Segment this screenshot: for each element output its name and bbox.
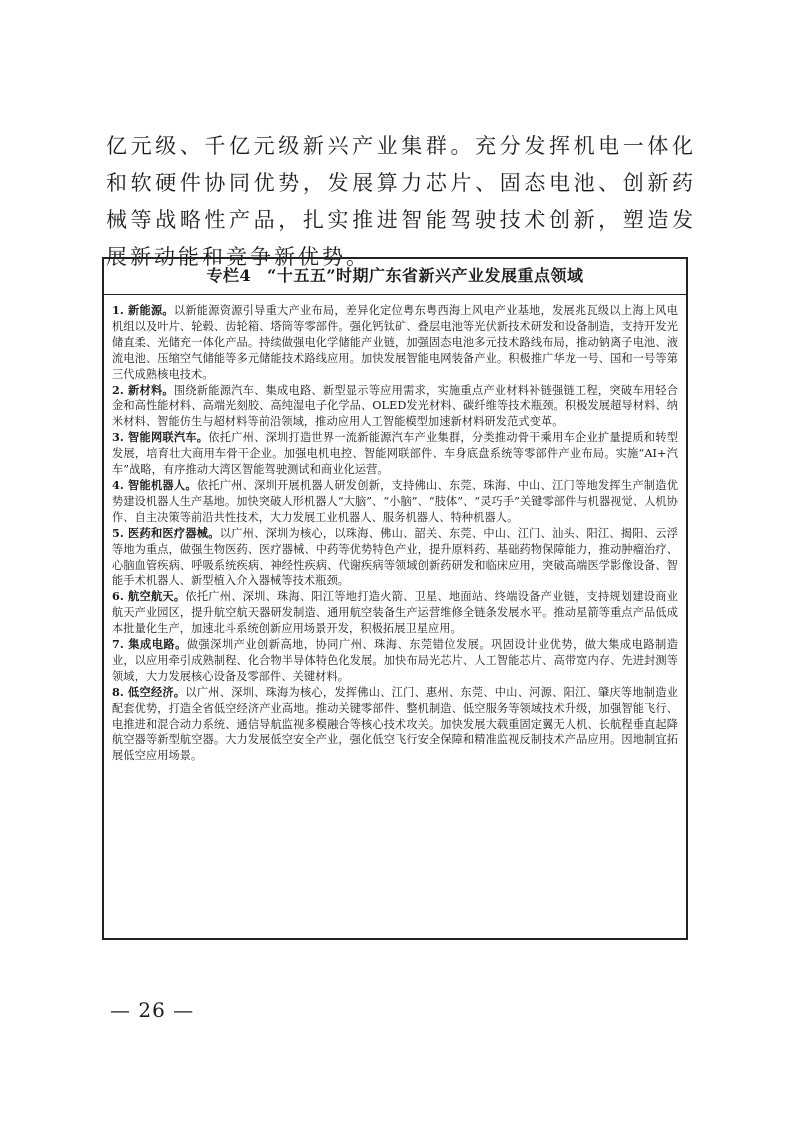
focus-area-heading: 7. 集成电路。 xyxy=(112,637,187,652)
focus-area-item xyxy=(112,526,678,590)
column-title-text: “十五五”时期广东省新兴产业发展重点领域 xyxy=(267,266,584,285)
focus-area-item xyxy=(112,637,678,685)
special-column-body xyxy=(104,295,686,764)
focus-area-heading: 1. 新能源。 xyxy=(112,303,174,317)
special-column-title xyxy=(104,259,686,295)
focus-area-text: 依托广州、深圳、珠海、阳江等地打造火箭、卫星、地面站、终端设备产业链，支持规划建设商业航天产业园区，提升航空航天器研发制造、通用航空装备生产运营维修全链条发展水平。推动星箭等重点产品低成本批量化生产，加速北斗系统创新应用场景开发，积极拓展卫星应用。 xyxy=(112,590,678,636)
page-number: — 26 — xyxy=(110,998,195,1022)
focus-area-heading: 8. 低空经济。 xyxy=(112,684,186,699)
column-label: 专栏4 xyxy=(206,266,252,285)
focus-area-heading: 5. 医药和医疗器械。 xyxy=(112,525,220,540)
focus-area-item xyxy=(112,589,678,637)
focus-area-text: 以新能源资源引导重大产业布局，差异化定位粤东粤西海上风电产业基地，发展兆瓦级以上海上风电机组以及叶片、轮毂、齿轮箱、塔筒等零部件。强化钙钛矿、叠层电池等光伏新技术研发和设备制造，支持开发光储直柔、光储充一体化产品。持续做强电化学储能产业链，加强固态电池多元技术路线布局，推动钠离子电池、液流电池、压缩空气储能等多元储能技术路线应用。加快发展智能电网装备产业。积极推广华龙一号、国和一号等第三代成熟核电技术。 xyxy=(112,304,678,381)
focus-area-text: 依托广州、深圳打造世界一流新能源汽车产业集群，分类推动骨干乘用车企业扩量提质和转型发展，培育壮大商用车骨干企业。加强电机电控、智能网联部件、车身底盘系统等零部件产业布局。实施“AI+汽车”战略，有序推动大湾区智能驾驶测试和商业化运营。 xyxy=(112,431,678,477)
focus-area-heading: 2. 新材料。 xyxy=(112,382,174,397)
focus-area-text: 以广州、深圳为核心，以珠海、佛山、韶关、东莞、中山、江门、汕头、阳江、揭阳、云浮等地为重点，做强生物医药、医疗器械、中药等优势特色产业，提升原料药、基础药物保障能力，推动肿瘤治疗、心脑血管疾病、呼吸系统疾病、神经性疾病、代谢疾病等领域创新药研发和临床应用，突破高端医学影像设备、智能手术机器人、新型植入介入器械等技术瓶颈。 xyxy=(112,526,678,588)
focus-area-item xyxy=(112,430,678,478)
focus-area-text: 围绕新能源汽车、集成电路、新型显示等应用需求，实施重点产业材料补链强链工程，突破车用轻合金和高性能材料、高端光刻胶、高纯湿电子化学品、OLED发光材料、碳纤维等技术瓶颈。积极发展超导材料、纳米材料、智能仿生与超材料等前沿领域，推动应用人工智能模型加速新材料研发范式变革。 xyxy=(112,383,678,429)
focus-area-item xyxy=(112,478,678,526)
focus-area-text: 做强深圳产业创新高地，协同广州、珠海、东莞错位发展。巩固设计业优势，做大集成电路制造业，以应用牵引成熟制程、化合物半导体特色化发展。加快布局光芯片、人工智能芯片、高带宽内存、先进封测等领域，大力发展核心设备及零部件、关键材料。 xyxy=(112,638,679,683)
focus-area-heading: 6. 航空航天。 xyxy=(112,589,186,604)
focus-area-heading: 3. 智能网联汽车。 xyxy=(112,430,209,445)
focus-area-text: 以广州、深圳、珠海为核心，发挥佛山、江门、惠州、东莞、中山、河源、阳江、肇庆等地制造业配套优势，打造全省低空经济产业高地。推动关键零部件、整机制造、低空服务等领域技术升级，加强智能飞行、电推进和混合动力系统、通信导航监视多模融合等核心技术攻关。加快发展大载重固定翼无人机、长航程垂直起降航空器等新型航空器。大力发展低空安全产业，强化低空飞行安全保障和精准监视反制技术产品应用。因地制宜拓展低空应用场景。 xyxy=(112,685,678,763)
focus-area-item xyxy=(112,685,678,765)
focus-area-heading: 4. 智能机器人。 xyxy=(112,477,197,492)
focus-area-item xyxy=(112,303,678,383)
special-column-box xyxy=(102,257,688,940)
focus-area-item xyxy=(112,383,678,431)
focus-area-text: 依托广州、深圳开展机器人研发创新，支持佛山、东莞、珠海、中山、江门等地发挥生产制造优势建设机器人生产基地。加快突破人形机器人“大脑”、“小脑”、“肢体”、“灵巧手”关键零部件与机器视觉、人机协作、自主决策等前沿共性技术，大力发展工业机器人、服务机器人、特种机器人。 xyxy=(112,478,678,524)
intro-paragraph: 亿元级、千亿元级新兴产业集群。充分发挥机电一体化和软硬件协同优势，发展算力芯片、固态电池、创新药械等战略性产品，扎实推进智能驾驶技术创新，塑造发展新动能和竞争新优势。 xyxy=(106,134,696,269)
